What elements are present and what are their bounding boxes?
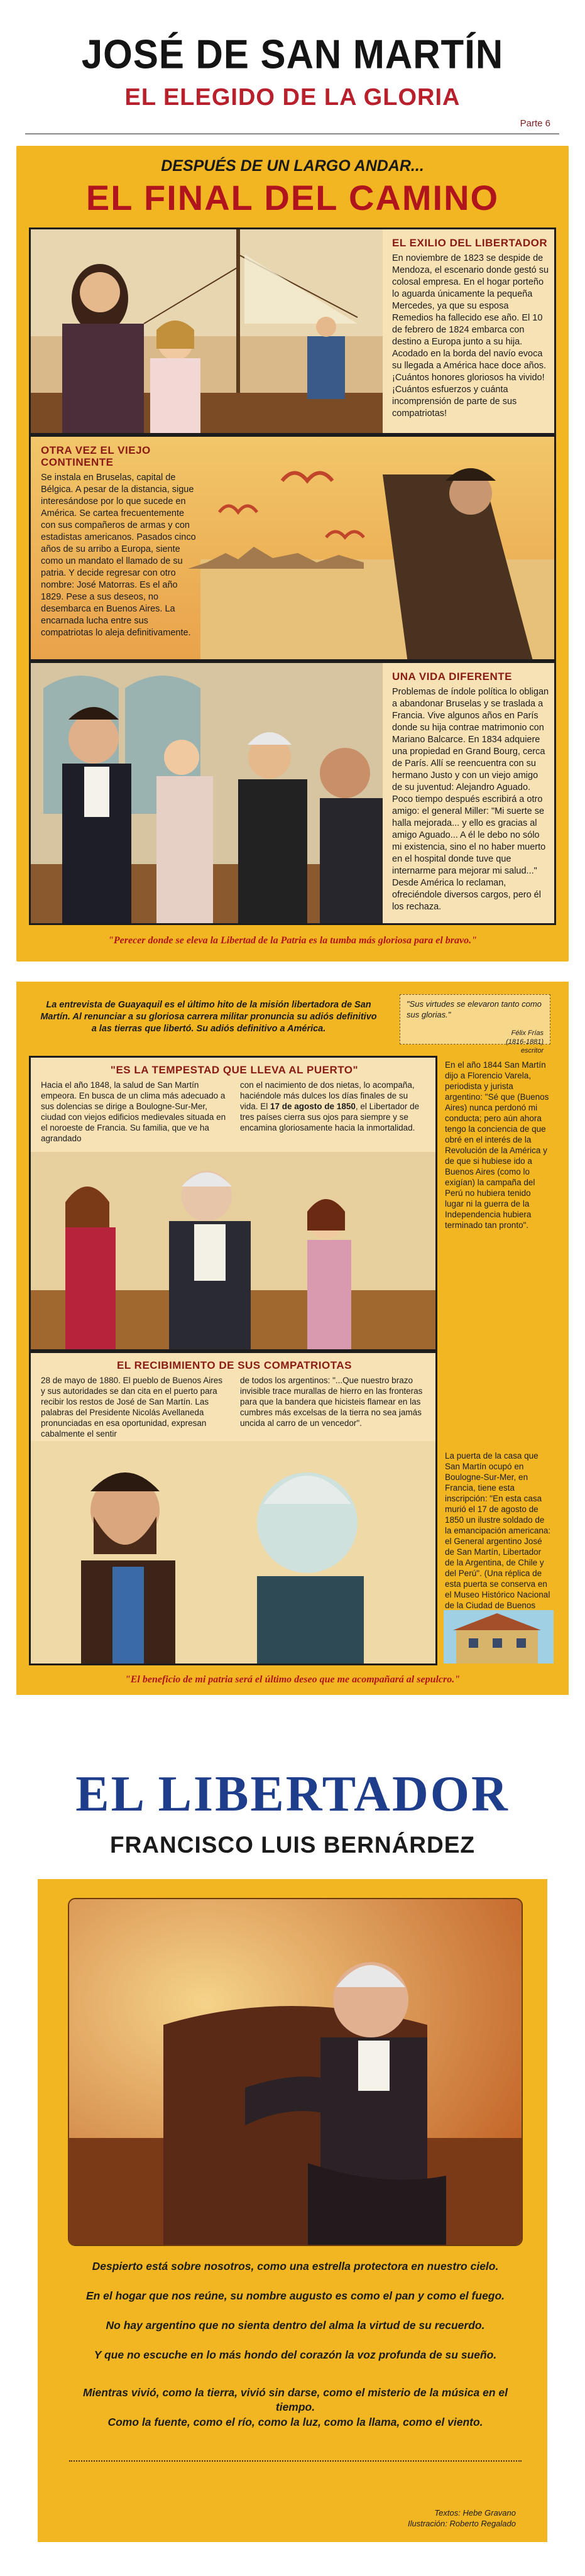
otra-vez-textbox	[35, 441, 204, 643]
poem-title: EL LIBERTADOR	[75, 1767, 510, 1822]
vida-title: UNA VIDA DIFERENTE	[392, 671, 512, 682]
page-tempestad	[16, 982, 569, 1695]
header-divider	[25, 133, 559, 134]
panel-vida-diferente	[29, 661, 556, 925]
series-title: JOSÉ DE SAN MARTÍN	[81, 31, 504, 77]
exilio-textbox	[386, 233, 555, 424]
recibimiento-col2: de todos los argentinos: "...Que nuestro brazo invisible trace murallas de hierro en las fronteras para que la bandera que hicisteis flamear en las cumbres más excelsas de la tierra no sea jamás uncida al carro de un vencedor".	[240, 1376, 423, 1428]
tempestad-col1: Hacia el año 1848, la salud de San Martín empeora. En busca de un clima más adecuado a sus dolencias se dirige a Boulogne-Sur-Mer, ciudad con viejos edificios medievales situada en el noroeste de Francia. Su familia, que ve ha agrandado	[41, 1080, 226, 1143]
poem-divider	[69, 2460, 522, 2462]
page1-title: EL FINAL DEL CAMINO	[85, 178, 500, 217]
side-quote-author: Félix Frías	[511, 1029, 544, 1037]
tempestad-col2-a: con el nacimiento de dos nietas, lo acompaña, haciéndole más dulces los días finales de su vida. El	[240, 1080, 415, 1111]
page1-quote: "Perecer donde se eleva la Libertad de la Patria es la tumba más gloriosa para el bravo."	[107, 935, 478, 946]
poem-page	[38, 1879, 547, 2542]
side-quote-role: escritor	[520, 1047, 544, 1055]
panel-exilio	[29, 227, 556, 435]
recibimiento-columns	[41, 1375, 428, 1439]
side-quote-attribution	[407, 1029, 544, 1055]
vida-textbox	[386, 667, 555, 917]
tempestad-col2-b: , el Libertador de tres países cierra sus ojos para siempre y se encamina gloriosamente hacia la inmortalidad.	[240, 1102, 420, 1132]
poem-line-1: Despierto está sobre nosotros, como una estrella protectora en nuestro cielo.	[92, 2260, 499, 2272]
poem-line-2: En el hogar que nos reúne, su nombre augusto es como el pan y como el fuego.	[85, 2289, 505, 2302]
puerta-text: La puerta de la casa que San Martín ocupó en Boulogne-Sur-Mer, en Francia, tiene esta inscripción: "En esta casa murió el 17 de agosto de 1850 un ilustre soldado de la emancipación americana: el General argentino José de San Martín, Libertador de la Argentina, de Chile y del Perú". (Una réplica de esta puerta se conserva en el Museo Histórico Nacional de la Ciudad de Buenos	[445, 1451, 551, 1610]
poem-line-6: Como la fuente, como el río, como la luz, como la llama, como el viento.	[107, 2416, 483, 2428]
panel-tempestad	[29, 1056, 437, 1351]
series-subtitle: EL ELEGIDO DE LA GLORIA	[124, 84, 461, 111]
tempestad-textbox	[35, 1060, 434, 1148]
boulogne-house-illustration	[444, 1610, 554, 1663]
panel-otra-vez	[29, 435, 556, 661]
tempestad-title: "ES LA TEMPESTAD QUE LLEVA AL PUERTO"	[110, 1064, 359, 1076]
tempestad-date: 17 de agosto de 1850	[270, 1102, 356, 1111]
side-quote: "Sus virtudes se elevaron tanto como sus glorias."	[407, 999, 542, 1019]
credits-illustration: Ilustración: Roberto Regalado	[408, 2519, 516, 2528]
side-quote-box	[400, 994, 550, 1055]
poem-line-4: Y que no escuche en lo más hondo del corazón la voz profunda de su sueño.	[94, 2349, 497, 2361]
otra-vez-title: OTRA VEZ EL VIEJO CONTINENTE	[41, 444, 151, 468]
poem-line-3: No hay argentino que no sienta dentro del alma la virtud de su recuerdo.	[106, 2319, 485, 2332]
recibimiento-col1: 28 de mayo de 1880. El pueblo de Buenos Aires y sus autoridades se dan cita en el puerto para recibir los restos de José de San Martín. Las palabras del Presidente Nicolás Avellaneda pronunciadas en esa oportunidad, expresan cabalmente el sentir	[41, 1376, 222, 1439]
credits	[408, 2507, 516, 2529]
deathbed-family-illustration	[31, 1152, 435, 1349]
credits-text: Textos: Hebe Gravano	[434, 2508, 516, 2518]
otra-vez-text: Se instala en Bruselas, capital de Bélgica. A pesar de la distancia, sigue interesándose por lo que sucede en América. Se cartea frecuentemente con sus compañeros de armas y con estadistas americanos. Pasados cinco años de su arribo a Europa, siente como un mandato el llamado de su patria. Y decide regresar con otro nombre: José Matorras. Es el año 1829. Pese a sus deseos, no desembarca en Buenos Aires. La encarnada lucha entre sus compatriotas lo aleja definitivamente.	[41, 473, 196, 638]
page-final-del-camino	[16, 146, 569, 962]
varela-text: En el año 1844 San Martín dijo a Florencio Varela, periodista y jurista argentino: "Sé que (Buenos Aires) nunca perdonó mi conducta; pero aún ahora tengo la conciencia de que obré en el interés de la Revolución de la América y de que si hubiese ido a Buenos Aires (como lo exigían) la campaña del Perú no hubiera tenido lugar ni la guerra de la Independencia hubiera terminado tan pronto".	[445, 1060, 549, 1230]
recibimiento-textbox	[35, 1356, 434, 1443]
poem-author: FRANCISCO LUIS BERNÁRDEZ	[109, 1832, 476, 1858]
page1-kicker: DESPUÉS DE UN LARGO ANDAR...	[161, 157, 424, 175]
page2-quote: "El beneficio de mi patria será el último deseo que me acompañará al sepulcro."	[124, 1674, 461, 1685]
vida-text: Problemas de índole política lo obligan a abandonar Bruselas y se traslada a Francia. Vive algunos años en París donde su hija contrae matrimonio con Mariano Balcarce. En 1834 adquiere una propiedad en Grand Bourg, cerca de París. Allí se reencuentra con su hermano Justo y con un viejo amigo de su juventud: Alejandro Aguado. Poco tiempo después escribirá a otro amigo: el general Miller: "Mi suerte se halla mejorada... y ello es gracias al amigo Aguado... A él le debo no sólo mi existencia, sino el no haber muerto en el hospital donde tuve que internarme para mejorar mi salud..." Desde América lo reclaman, ofreciéndole diversos cargos, pero él los rechaza.	[392, 687, 549, 912]
side-quote-years: (1816-1881)	[506, 1038, 544, 1046]
exilio-text: En noviembre de 1823 se despide de Mendoza, el escenario donde gestó su colosal empresa. En el hogar porteño lo aguarda únicamente la pequeña Mercedes, ya que su esposa Remedios ha fallecido ese año. El 10 de febrero de 1824 embarca con destino a Europa junto a su hija. Acodado en la borda del navío evoca su llegada a América hace doce años. ¡Cuántos honores gloriosos ha vivido! ¡Cuántos esfuerzos y cuánta incomprensión de parte de sus compatriotas!	[392, 253, 549, 419]
seated-sanmartin-illustration	[68, 1898, 523, 2246]
tempestad-col2	[240, 1080, 428, 1144]
panel-recibimiento	[29, 1351, 437, 1665]
exilio-title: EL EXILIO DEL LIBERTADOR	[392, 237, 548, 249]
part-number: Parte 6	[520, 118, 550, 129]
recibimiento-title: EL RECIBIMIENTO DE SUS COMPATRIOTAS	[117, 1359, 352, 1371]
tempestad-columns	[41, 1080, 428, 1144]
avellaneda-sanmartin-portrait-illustration	[31, 1441, 435, 1663]
page2-intro: La entrevista de Guayaquil es el último hito de la misión libertadora de San Martín. Al renunciar a su gloriosa carrera militar pronuncia su adiós definitivo a las tierras que libertó. Su adiós definitivo a América.	[40, 1000, 377, 1034]
poem-line-5: Mientras vivió, como la tierra, vivió sin darse, como el misterio de la música en el tiempo.	[83, 2386, 508, 2413]
